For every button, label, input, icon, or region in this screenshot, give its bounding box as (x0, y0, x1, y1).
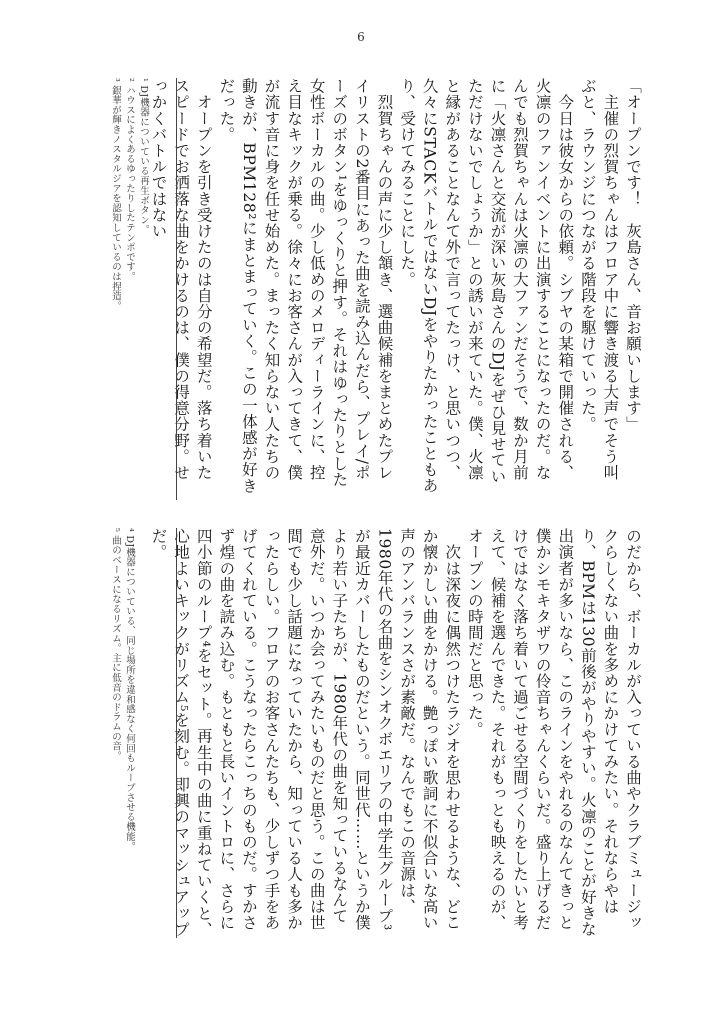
footnote-divider (176, 78, 177, 500)
paragraph: オープンを引き受けたのは自分の希望だ。落ち着いたスピードでお洒落な曲をかけるのは、僕の得意分野。せっかくバトルではない (149, 78, 213, 481)
paragraph: 次は深夜に偶然つけたラジオを思わせるような、どこか懐かしい曲をかける。艶っぽい歌詞に不似合いな高い声のアンバランスさが素敵だ。なんでもこの音源は、1980年代の名曲をシンオクボエリアの中学生グループ³が最近カバーしたものだという。同世代……というか僕より若い子たちが、1980年代の曲を知っているなんて意外だ。いつか会ってみたいものだと思う。この曲は世間でも少し話題になっていたから、知っている人も多かったらしい。フロアのお客さんたちも、少しずつ手をあげてくれている。こうなったらこっちのものだ。すかさず煌の曲を読み込む。もともと長いイントロに、さらに四小節のループ⁴をセット。再生中の曲に重ねていくと、心地よいキックがリズム⁵を刻む。即興のマッシュアップだ。 (149, 528, 462, 938)
footnote: ⁴ DJ機器についている、同じ場所を違和感なく何回もループさせる機能。 (124, 528, 135, 852)
footnote-divider (176, 528, 177, 938)
footnote: ¹ DJ機器についている再生ボタン。 (138, 78, 149, 235)
footnotes-lower (108, 528, 136, 938)
footnote: ⁵ 曲のベースになるリズム。主に低音のドラムの音。 (110, 528, 121, 761)
paragraph: のだから、ボーカルが入っている曲やクラブミュージックらしくない曲を多めにかけてみたい。それならやはり、BPMは130前後がやりやすい。火凛のことが好きな出演者が多いなら、このラインをやれるのなんてきっと僕かシモキタザワの伶音ちゃんくらいだ。盛り上げるだけではなく落ち着いて過ごせる空間づくりをしたいと考えて、候補を選んできた。それがもっとも映えるのが、オープンの時間だと思った。 (465, 528, 642, 937)
footnote: ³ 銀華が輝きノスタルジアを認知しているのは捏造。 (110, 78, 121, 311)
lower-text-block (147, 528, 644, 938)
paragraph: 今日は彼女からの依頼。シブヤの某箱で開催される、火凛のファンイベントに出演することになったのだ。なんでも烈賀ちゃんは火凛の大ファンだそうで、数か月前に「火凛さんと交流が深い灰島さんのDJをぜひ見せていただけないでしょうか」との誘いが来ていた。僕、火凛と縁があることなんて外で言ってたっけ、と思いつつ、久々にSTACKバトルではないDJをやりたかったこともあり、受けてみることにした。 (398, 78, 575, 494)
page-number: 6 (357, 30, 365, 44)
upper-text-block (147, 78, 644, 496)
paragraph: 「オープンです！ 灰島さん、音お願いします」 (624, 78, 642, 433)
footnote: ² ハウスによくあるゆったりしたテンポです。 (124, 78, 135, 282)
paragraph: 主催の烈賀ちゃんはフロア中に響き渡る大声でそう叫ぶと、ラウンジにつながる階段を駆けていった。 (578, 78, 620, 481)
footnotes-upper (108, 78, 150, 498)
paragraph: 烈賀ちゃんの声に少し頷き、選曲候補をまとめたプレイリストの2番目にあった曲を読み込んだら、プレイ/ポーズのボタン¹をゆっくりと押す。それはゆったりとした女性ボーカルの曲。少し低めのメロディーラインに、控え目なキックが乗る。徐々にお客さんが入ってきて、僕が流す音に身を任せ始めた。まったく知らない人たちの動きが、BPM128²にまとまっていく。この一体感が好きだった。 (217, 78, 394, 494)
